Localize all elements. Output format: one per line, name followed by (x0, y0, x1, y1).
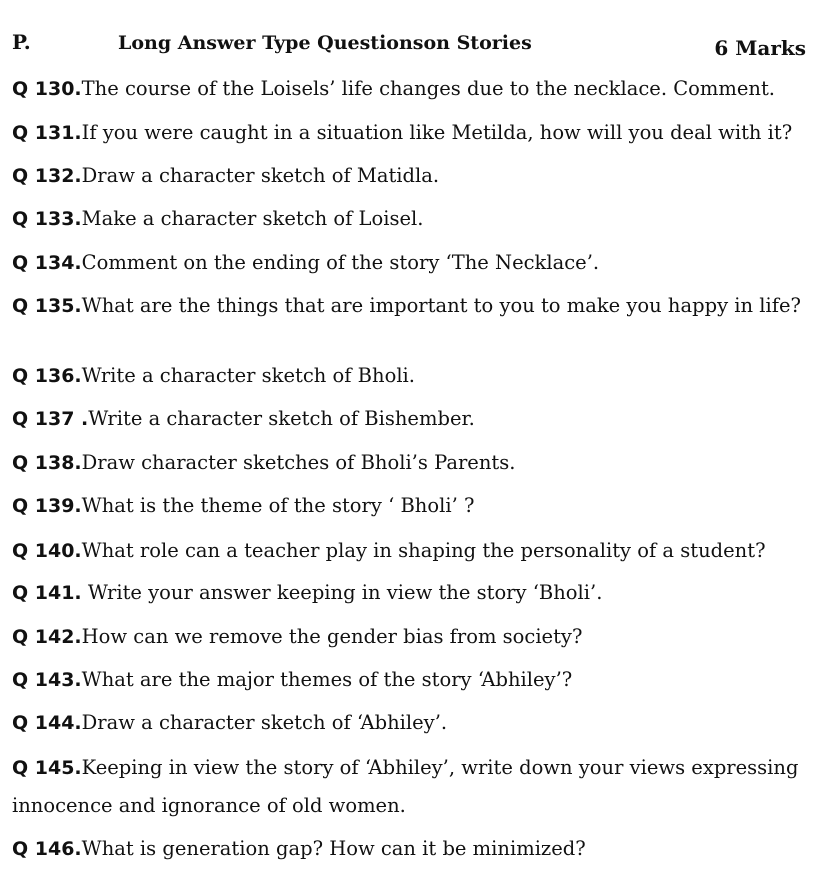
question-text: Write your answer keeping in view the story ‘Bholi’. (81, 581, 603, 604)
question-number: Q 142. (12, 626, 82, 648)
question-number: Q 133. (12, 208, 82, 230)
question-text: What is generation gap? How can it be minimized? (81, 837, 586, 860)
question-number: Q 137 . (12, 408, 89, 430)
question-number: Q 135. (12, 295, 82, 317)
question-text: What are the things that are important to you to make you happy in life? (81, 294, 801, 317)
section-label: P. (12, 30, 31, 54)
question-text: The course of the Loisels’ life changes due to the necklace. Comment. (81, 77, 775, 100)
page-title: Long Answer Type Questionson Stories (118, 32, 532, 54)
question-text: Draw character sketches of Bholi’s Parents. (81, 451, 516, 474)
marks-label: 6 Marks (714, 36, 806, 60)
question-number: Q 145. (12, 757, 82, 779)
question-text: Comment on the ending of the story ‘The Necklace’. (81, 251, 600, 274)
question-text: How can we remove the gender bias from society? (81, 625, 583, 648)
question-144 (12, 710, 827, 736)
question-text: What is the theme of the story ‘ Bholi’ ? (81, 494, 475, 517)
question-text: Draw a character sketch of ‘Abhiley’. (81, 711, 448, 734)
question-140 (12, 538, 827, 564)
question-text-continued: innocence and ignorance of old women. (12, 794, 406, 817)
question-number: Q 146. (12, 838, 82, 860)
question-145-continuation (12, 793, 827, 819)
question-135 (12, 293, 802, 319)
question-number: Q 132. (12, 165, 82, 187)
question-132 (12, 163, 827, 189)
question-text: Write a character sketch of Bholi. (81, 364, 415, 387)
question-number: Q 144. (12, 712, 82, 734)
question-number: Q 130. (12, 78, 82, 100)
question-number: Q 131. (12, 122, 82, 144)
question-number: Q 134. (12, 252, 82, 274)
question-number: Q 140. (12, 540, 82, 562)
question-text: What role can a teacher play in shaping the personality of a student? (81, 539, 766, 562)
question-131 (12, 120, 827, 146)
question-143 (12, 667, 827, 693)
question-141 (12, 580, 827, 606)
question-134 (12, 250, 827, 276)
question-136 (12, 363, 827, 389)
question-text: Draw a character sketch of Matidla. (81, 164, 440, 187)
question-138 (12, 450, 827, 476)
question-number: Q 136. (12, 365, 82, 387)
question-number: Q 139. (12, 495, 82, 517)
question-146 (12, 836, 827, 862)
question-number: Q 141. (12, 582, 82, 604)
question-142 (12, 624, 827, 650)
question-number: Q 138. (12, 452, 82, 474)
question-133 (12, 206, 827, 232)
question-text: Make a character sketch of Loisel. (81, 207, 424, 230)
question-text: If you were caught in a situation like Metilda, how will you deal with it? (81, 121, 793, 144)
page-header (0, 30, 836, 60)
question-139 (12, 493, 827, 519)
question-text: What are the major themes of the story ‘Abhiley’? (81, 668, 573, 691)
question-text: Keeping in view the story of ‘Abhiley’, write down your views expressing (81, 756, 799, 779)
question-137 (12, 406, 827, 432)
question-number: Q 143. (12, 669, 82, 691)
question-text: Write a character sketch of Bishember. (88, 407, 475, 430)
question-145 (12, 755, 827, 781)
question-130 (12, 76, 827, 102)
